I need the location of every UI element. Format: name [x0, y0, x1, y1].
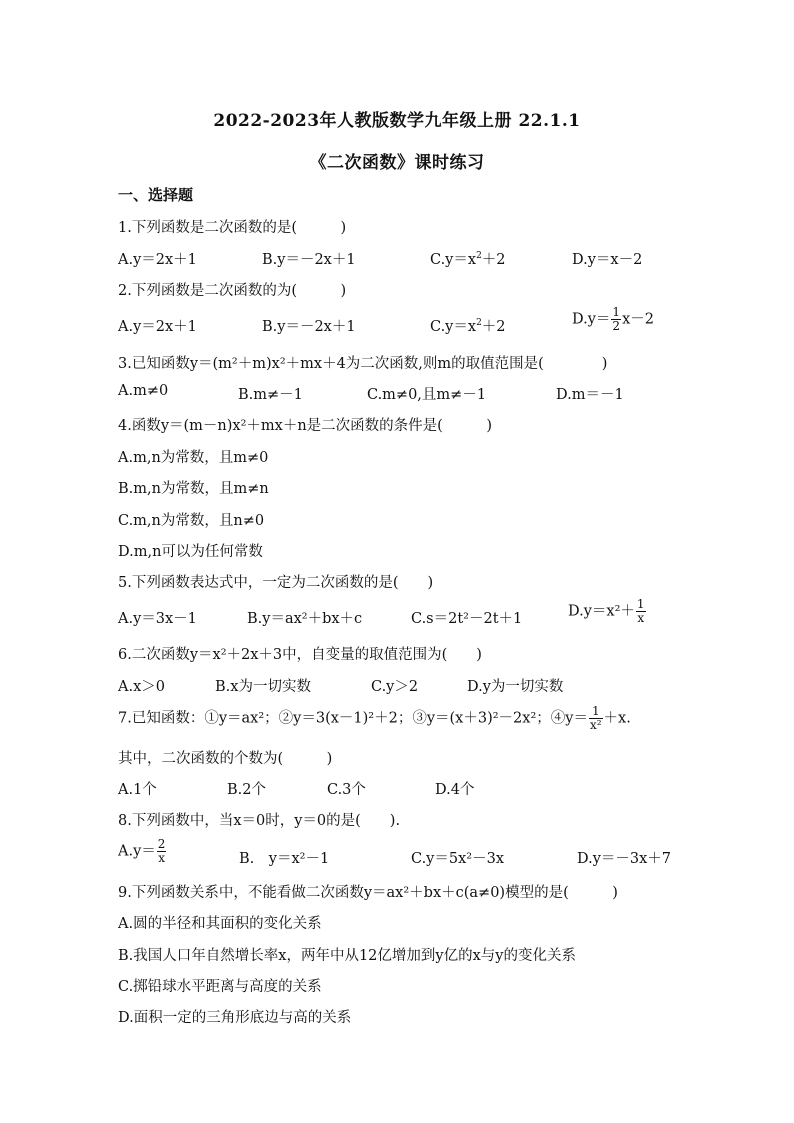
- q7-option-b: B.2个: [227, 782, 266, 798]
- q3-option-c: C.m≠0,且m≠－1: [367, 387, 487, 403]
- q4-option-d: D.m,n可以为任何常数: [118, 544, 263, 560]
- q5-option-d: [568, 598, 647, 625]
- q5-d-numerator: 1: [636, 597, 645, 611]
- q1-option-b: B.y＝－2x＋1: [262, 252, 356, 268]
- q5-option-a: A.y＝3x－1: [118, 611, 197, 627]
- q8-option-c: C.y＝5x²－3x: [411, 851, 504, 867]
- q2-option-d: [572, 306, 654, 333]
- q7-option-c: C.3个: [327, 782, 366, 798]
- q6-option-c: C.y＞2: [371, 679, 419, 695]
- q7-option-d: D.4个: [435, 782, 475, 798]
- question-7-stem-2: 其中，二次函数的个数为( ): [118, 751, 333, 767]
- section-heading: 一、选择题: [118, 186, 194, 204]
- q4-option-a: A.m,n为常数，且m≠0: [118, 450, 269, 466]
- q6-option-b: B.x为一切实数: [215, 679, 311, 695]
- q2-d-denominator: 2: [612, 319, 621, 333]
- q5-option-b: B.y＝ax²＋bx＋c: [247, 611, 363, 627]
- q5-option-c: C.s＝2t²－2t＋1: [411, 611, 523, 627]
- q8-a-denominator: x: [158, 851, 165, 865]
- q1-option-a: A.y＝2x＋1: [118, 252, 197, 268]
- q1-option-d: D.y＝x－2: [572, 252, 643, 268]
- q2-d-numerator: 1: [612, 305, 621, 319]
- q4-option-c: C.m,n为常数，且n≠0: [118, 513, 265, 529]
- q2-option-b: B.y＝－2x＋1: [262, 319, 356, 335]
- title-line-1: 2022-2023年人教版数学九年级上册 22.1.1: [213, 111, 581, 131]
- q9-option-c: C.掷铅球水平距离与高度的关系: [118, 979, 322, 995]
- q2-c-sup: 2: [476, 318, 482, 329]
- q9-option-b: B.我国人口年自然增长率x，两年中从12亿增加到y亿的x与y的变化关系: [118, 948, 576, 964]
- question-3-stem: 3.已知函数y＝(m²＋m)x²＋mx＋4为二次函数,则m的取值范围是( ): [118, 356, 608, 372]
- q1-c-sup: 2: [476, 251, 482, 262]
- q7-stem-post: ＋x.: [603, 710, 631, 727]
- question-8-stem: 8.下列函数中，当x＝0时，y＝0的是( ).: [118, 813, 401, 829]
- question-6-stem: 6.二次函数y＝x²＋2x＋3中，自变量的取值范围为( ): [118, 647, 482, 663]
- q2-option-c: [430, 315, 506, 336]
- q8-a-fraction: [157, 838, 167, 865]
- q5-d-denominator: x: [637, 611, 645, 625]
- question-7-stem: [118, 705, 631, 732]
- q7-option-a: A.1个: [118, 782, 157, 798]
- q8-a-numerator: 2: [157, 837, 166, 851]
- question-4-stem: 4.函数y＝(m－n)x²＋mx＋n是二次函数的条件是( ): [118, 418, 492, 434]
- q6-option-a: A.x＞0: [118, 679, 165, 695]
- q7-numerator: 1: [589, 705, 603, 719]
- q8-option-d: D.y＝－3x＋7: [577, 851, 672, 867]
- q2-d-post: x－2: [622, 311, 654, 328]
- q2-option-a: A.y＝2x＋1: [118, 319, 197, 335]
- q9-option-d: D.面积一定的三角形底边与高的关系: [118, 1010, 352, 1026]
- q1-c-post: ＋2: [481, 252, 506, 268]
- q1-option-c: [430, 248, 506, 269]
- q9-option-a: A.圆的半径和其面积的变化关系: [118, 916, 322, 932]
- q8-option-b: B. y＝x²－1: [239, 851, 330, 867]
- q3-option-b: B.m≠－1: [238, 387, 303, 403]
- q7-fraction: [589, 705, 603, 732]
- q8-a-pre: A.y＝: [118, 843, 156, 860]
- q3-option-d: D.m＝－1: [556, 387, 624, 403]
- q2-c-pre: C.y＝x: [430, 319, 477, 335]
- question-5-stem: 5.下列函数表达式中，一定为二次函数的是( ): [118, 575, 434, 591]
- question-2-stem: 2.下列函数是二次函数的为( ): [118, 283, 347, 299]
- q5-d-fraction: [636, 598, 646, 625]
- question-9-stem: 9.下列函数关系中，不能看做二次函数y＝ax²＋bx＋c(a≠0)模型的是( ): [118, 885, 618, 901]
- q7-denominator: x²: [589, 718, 602, 732]
- q2-d-fraction: [611, 306, 621, 333]
- q4-option-b: B.m,n为常数，且m≠n: [118, 481, 269, 497]
- title-line-2: 《二次函数》课时练习: [309, 153, 485, 173]
- q1-c-pre: C.y＝x: [430, 252, 477, 268]
- q8-option-a: [118, 838, 167, 865]
- q2-d-pre: D.y＝: [572, 311, 611, 328]
- question-1-stem: 1.下列函数是二次函数的是( ): [118, 220, 347, 236]
- q7-stem-pre: 7.已知函数：①y＝ax²；②y＝3(x－1)²＋2；③y＝(x＋3)²－2x²；④y＝: [118, 710, 588, 727]
- q2-c-post: ＋2: [481, 319, 506, 335]
- q6-option-d: D.y为一切实数: [467, 679, 564, 695]
- q3-option-a: A.m≠0: [118, 383, 169, 399]
- q5-d-pre: D.y＝x²＋: [568, 603, 635, 620]
